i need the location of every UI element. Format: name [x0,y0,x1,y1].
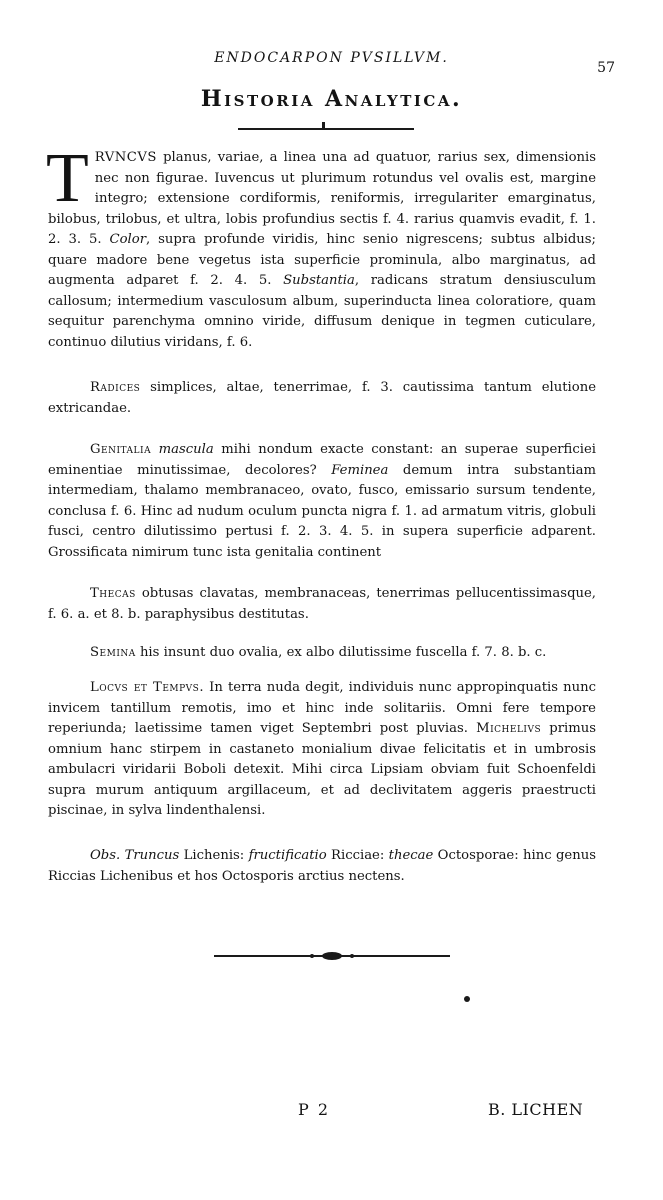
obs-label: Obs. [90,848,121,863]
term-substantia: Substantia [283,273,355,288]
paragraph-text: obtusas clavatas, membranaceas, tenerrimas pellucentissimasque, f. 6. a. et 8. b. paraphysibus destitutas. [48,586,596,622]
paragraph-text: his insunt duo ovalia, ex albo dilutissime fuscella f. 7. 8. b. c. [135,645,547,660]
page-title: Historia Analytica. [200,86,463,112]
paragraph-text: mihi nondum exacte constant: an superae superficiei eminentiae minutissimae, decolores? [48,442,596,478]
paragraph-text: primus omnium hanc stirpem in castaneto monialium divae felicitatis et in umbrosis ambulacri viridarii Boboli detexit. Mihi circa Lipsiam obviam fuit Schoenfeldi supra murum antiquum argillaceum, et ad declivitatem aggeris praestructi piscinae, in sylva lindenthalensi. [48,721,596,818]
running-head: ENDOCARPON PVSILLVM. [214,50,449,66]
paragraph-lead: RVNCVS [94,150,157,165]
paragraph-radices [48,378,596,419]
ornament-rule [214,951,450,961]
paragraph-thecas [48,584,596,625]
paragraph-text: Ricciae: [326,848,389,863]
paragraph-locus-tempus [48,678,596,822]
title-rule [238,128,414,130]
term-truncus: Truncus [124,848,180,863]
term-thecae: thecae [388,848,434,863]
page-number: 57 [597,60,615,76]
paragraph-text: simplices, altae, tenerrimae, f. 3. cautissima tantum elutione extricandae. [48,380,596,416]
signature-mark: P 2 [298,1100,331,1119]
catchword: B. LICHEN [488,1100,584,1119]
paragraph-text: In terra nuda degit, individuis nunc appropinquatis nunc invicem tantillum remotis, imo et hinc inde solitariis. Omni fere tempore reperiunda; laetissime tamen viget Septembri post pluvias. [48,680,596,736]
paragraph-lead: Locvs et Tempvs. [90,680,205,695]
paragraph-lead: Genitalia [90,442,152,457]
name-michelius: Michelivs [476,721,542,736]
term-fructificatio: fructificatio [248,848,327,863]
paragraph-text: Lichenis: [179,848,249,863]
ink-dot [464,996,470,1002]
paragraph-lead: Semina [90,645,136,660]
paragraph-text: , radicans stratum densiusculum callosum; intermedium vasculosum album, superinducta linea coloratiore, quam sequitur parenchyma omnino viride, diffusum denique in tegmen cuticulare, continuo dilutius viridans, f. 6. [48,273,596,350]
term-color: Color [109,232,147,247]
term-feminea: Feminea [331,462,389,478]
paragraph-semina [48,643,596,664]
paragraph-genitalia [48,440,596,563]
term-mascula: mascula [158,442,214,457]
paragraph-lead: Radices [90,380,141,395]
drop-cap: T [46,140,89,217]
paragraph-text: Octosporae: hinc genus Riccias Lichenibus et hos Octosporis arctius nectens. [48,848,596,884]
paragraph-text: planus, variae, a linea una ad quatuor, rarius sex, dimensionis nec non figurae. Iuvencus ut plurimum rotundus vel ovalis est, margine integro; extensione cordiformis, reniformis, irregulariter emarginatus, bilobus, trilobus, et ultra, lobis profundius sectis f. 4. rarius quamvis evadit, f. 1. 2. 3. 5. [48,150,596,247]
paragraph-truncus [46,140,596,353]
paragraph-observation [48,846,596,887]
paragraph-text: , supra profunde viridis, hinc senio nigrescens; subtus albidus; quare madore bene vegetus ista superficie prominula, albo marginatus, ad augmenta adparet f. 2. 4. 5. [48,232,596,288]
paragraph-text: demum intra substantiam intermediam, thalamo membranaceo, ovato, fusco, emissario sursum tendente, conclusa f. 6. Hinc ad nudum oculum puncta nigra f. 1. ad armatum vitris, globuli fusci, centro dilutissimo pertusi f. 2. 3. 4. 5. in supera superficie adparent. Grossificata nimirum tunc ista genitalia continent [48,462,596,560]
paragraph-lead: Thecas [90,586,136,601]
